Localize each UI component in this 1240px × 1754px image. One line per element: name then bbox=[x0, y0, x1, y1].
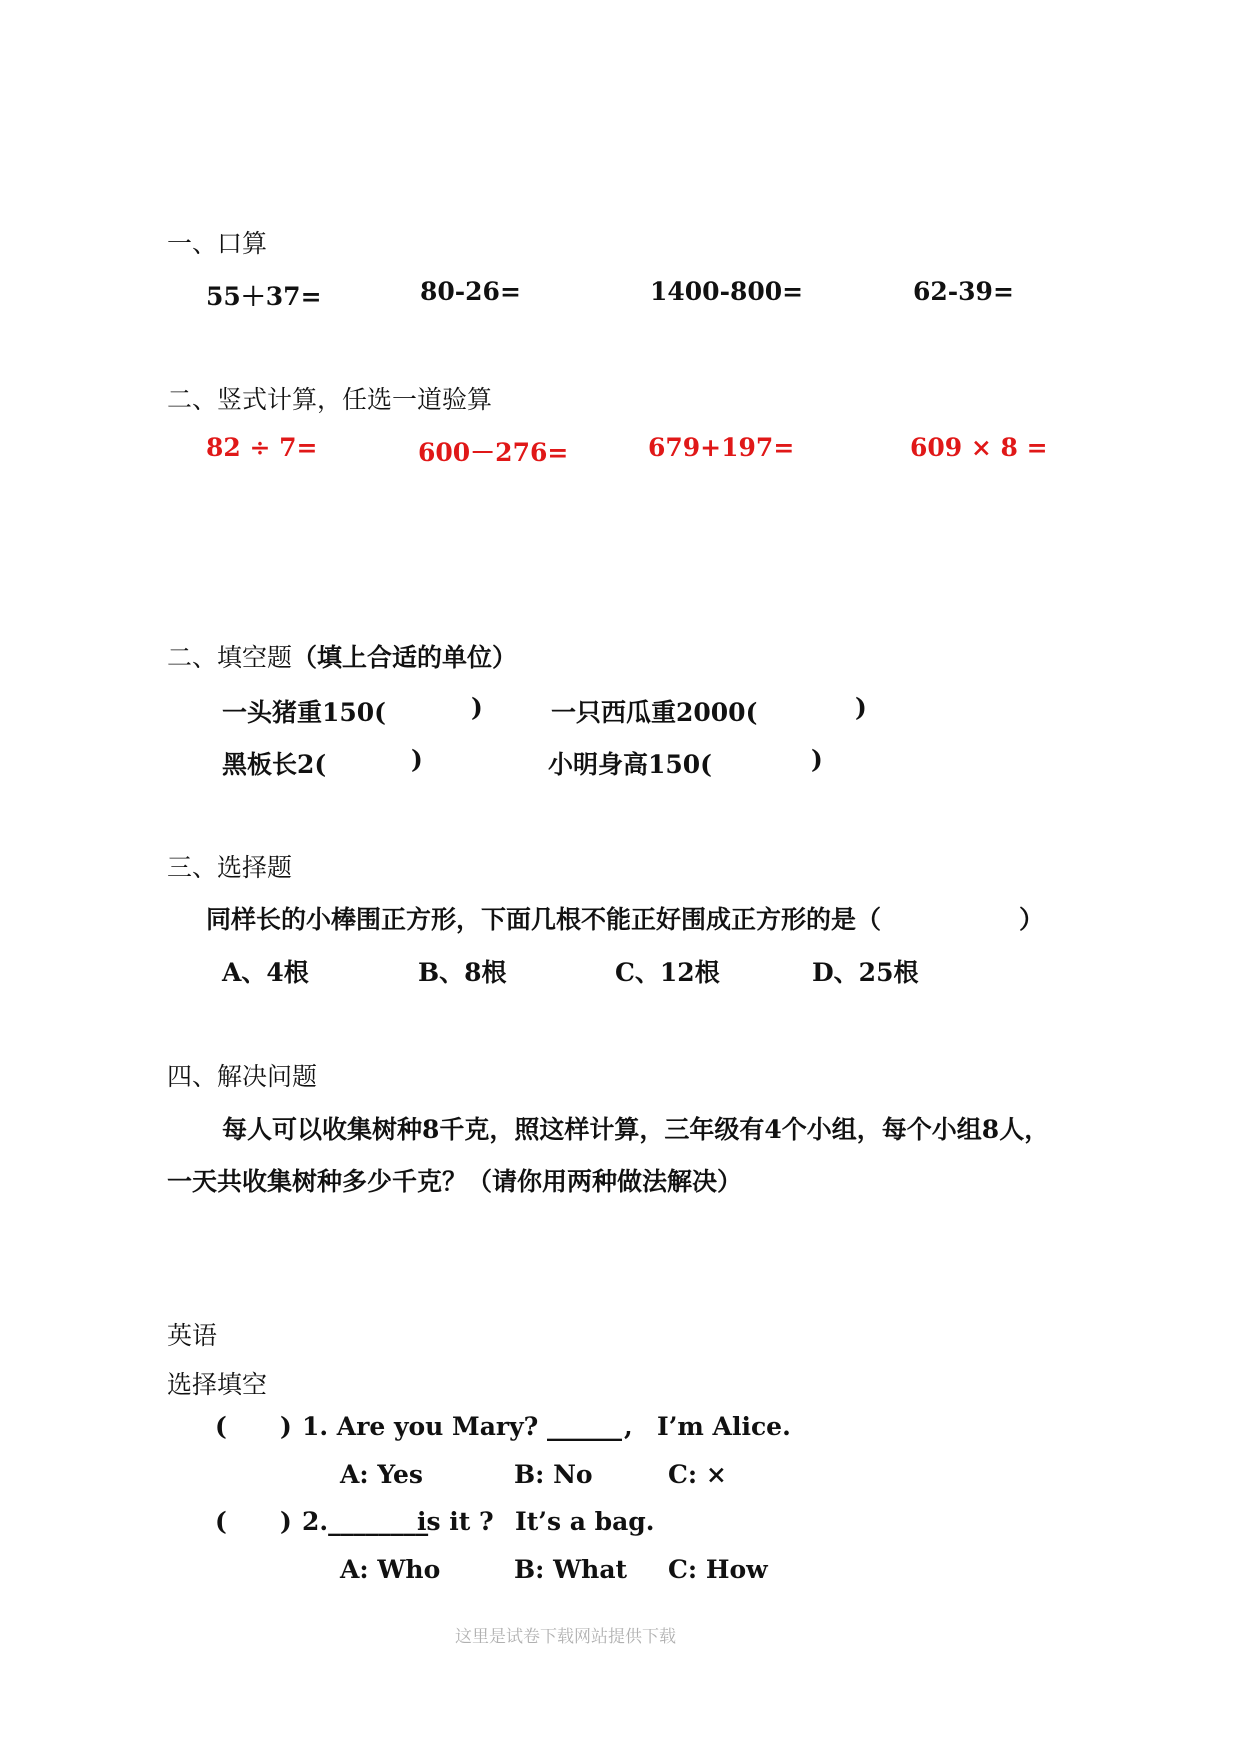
q1-option-b: B: No bbox=[514, 1460, 593, 1489]
q1-comma: , bbox=[624, 1412, 633, 1441]
fill-item-2-close: ) bbox=[855, 693, 867, 722]
q1-open-paren: ( bbox=[215, 1412, 227, 1441]
q1-option-c: C: × bbox=[668, 1460, 727, 1489]
choice-option-c: C、12根 bbox=[615, 958, 720, 987]
fill-item-3-close: ) bbox=[411, 745, 423, 774]
vertical-calc-item-4: 609 × 8 = bbox=[910, 433, 1048, 462]
fill-item-4: 小明身高150( bbox=[548, 750, 713, 779]
fill-item-3: 黑板长2( bbox=[222, 750, 327, 779]
choice-option-b: B、8根 bbox=[418, 958, 507, 987]
q1-blank: ______ bbox=[547, 1412, 622, 1441]
mental-calc-item-4: 62-39= bbox=[913, 277, 1014, 306]
choice-question-close: ） bbox=[1019, 905, 1045, 934]
mental-calc-item-1: 55＋37= bbox=[206, 282, 322, 311]
section-2-heading: 二、竖式计算，任选一道验算 bbox=[167, 385, 493, 414]
q1-close-paren: ) bbox=[280, 1412, 292, 1441]
vertical-calc-item-2: 600－276= bbox=[418, 438, 569, 467]
section-3-heading-bold: （填上合适的单位） bbox=[292, 643, 518, 672]
footer-text: 这里是试卷下载网站提供下载 bbox=[455, 1627, 676, 1647]
english-section-heading: 选择填空 bbox=[167, 1370, 268, 1399]
section-4-heading: 三、选择题 bbox=[167, 853, 293, 882]
q2-open-paren: ( bbox=[215, 1507, 227, 1536]
q2-option-b: B: What bbox=[514, 1555, 628, 1584]
mental-calc-item-2: 80-26= bbox=[420, 277, 521, 306]
section-5-heading: 四、解决问题 bbox=[167, 1062, 318, 1091]
section-1-heading: 一、口算 bbox=[167, 229, 268, 258]
q2-text-c: It’s a bag. bbox=[515, 1507, 655, 1536]
english-title: 英语 bbox=[167, 1321, 218, 1350]
vertical-calc-item-1: 82 ÷ 7= bbox=[206, 433, 318, 462]
vertical-calc-item-3: 679+197= bbox=[648, 433, 795, 462]
choice-option-a: A、4根 bbox=[222, 958, 309, 987]
fill-item-1: 一头猪重150( bbox=[222, 698, 387, 727]
choice-option-d: D、25根 bbox=[812, 958, 919, 987]
section-3-heading bbox=[167, 638, 517, 674]
q1-answer: I’m Alice. bbox=[657, 1412, 791, 1441]
fill-item-2: 一只西瓜重2000( bbox=[551, 698, 758, 727]
q2-option-c: C: How bbox=[668, 1555, 768, 1584]
q2-close-paren: ) bbox=[280, 1507, 292, 1536]
q2-option-a: A: Who bbox=[340, 1555, 441, 1584]
section-3-heading-prefix: 二、填空题 bbox=[167, 643, 293, 672]
q1-text: 1. Are you Mary? bbox=[302, 1412, 539, 1441]
choice-question: 同样长的小棒围正方形，下面几根不能正好围成正方形的是（ bbox=[206, 905, 882, 934]
mental-calc-item-3: 1400-800= bbox=[650, 277, 804, 306]
q1-option-a: A: Yes bbox=[340, 1460, 423, 1489]
q2-text-b: is it ? bbox=[417, 1507, 494, 1536]
fill-item-4-close: ) bbox=[811, 745, 823, 774]
problem-line-2: 一天共收集树种多少千克？（请你用两种做法解决） bbox=[167, 1167, 743, 1196]
fill-item-1-close: ) bbox=[471, 693, 483, 722]
q2-text-a: 2.________ bbox=[302, 1507, 429, 1536]
problem-line-1: 每人可以收集树种8千克，照这样计算，三年级有4个小组，每个小组8人， bbox=[222, 1115, 1050, 1144]
